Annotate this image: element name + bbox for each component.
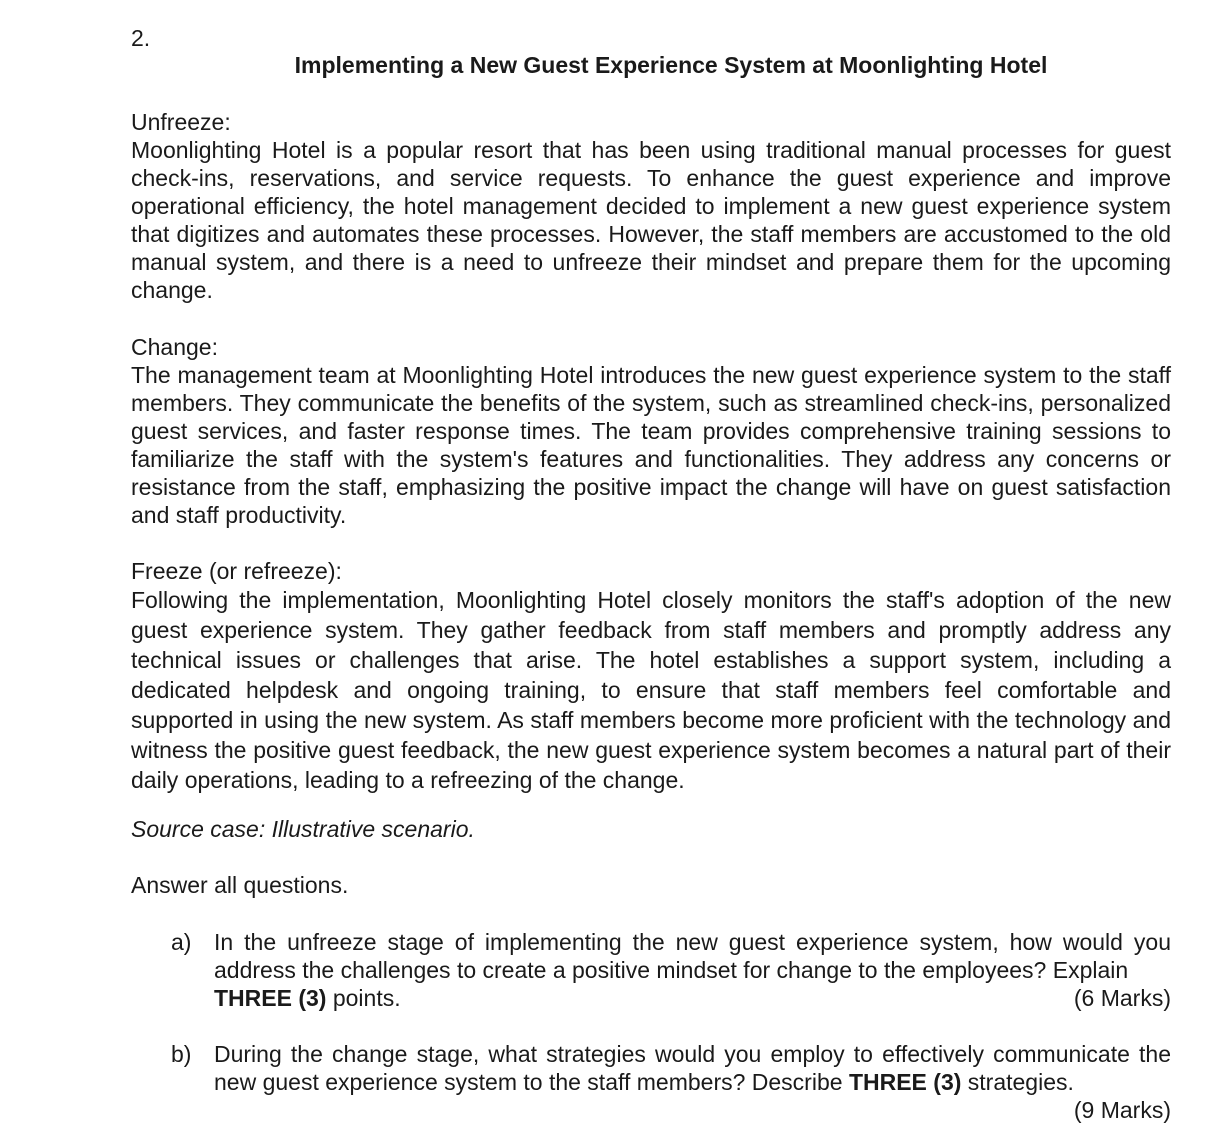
question-body: In the unfreeze stage of implementing the new guest experience system, how would you address the challenges to create a positive mindset for change to the employees? Explain <box>214 929 1171 983</box>
question-text <box>214 1040 1171 1124</box>
change-section <box>131 333 1171 529</box>
marks-label: (6 Marks) <box>1073 985 1171 1011</box>
question-tail: strategies. <box>961 1069 1074 1095</box>
question-body: During the change stage, what strategies would you employ to effectively communicate the new guest experience system to the staff members? Describe <box>214 1041 1171 1095</box>
source-note: Source case: Illustrative scenario. <box>131 816 475 842</box>
question-emphasis: THREE (3) <box>848 1069 962 1095</box>
question-a <box>171 928 1171 1012</box>
instruction: Answer all questions. <box>131 872 349 898</box>
question-text <box>214 928 1171 1012</box>
question-emphasis: THREE (3) <box>214 985 327 1011</box>
question-label: b) <box>171 1041 192 1067</box>
question-b <box>171 1040 1171 1124</box>
question-tail: points. <box>326 985 401 1011</box>
question-label: a) <box>171 929 192 955</box>
case-title: Implementing a New Guest Experience System at Moonlighting Hotel <box>294 52 1048 78</box>
change-heading: Change: <box>131 334 218 360</box>
unfreeze-section <box>131 108 1171 304</box>
unfreeze-paragraph: Moonlighting Hotel is a popular resort that has been using traditional manual processes for guest check-ins, reservations, and service requests. To enhance the guest experience and improve operational efficiency, the hotel management decided to implement a new guest experience system that digitizes and automates these processes. However, the staff members are accustomed to the old manual system, and there is a need to unfreeze their mindset and prepare them for the upcoming change. <box>131 137 1171 303</box>
freeze-heading: Freeze (or refreeze): <box>131 558 342 584</box>
freeze-paragraph: Following the implementation, Moonlighting Hotel closely monitors the staff's adoption of the new guest experience system. They gather feedback from staff members and promptly address any technical issues or challenges that arise. The hotel establishes a support system, including a dedicated helpdesk and ongoing training, to ensure that staff members feel comfortable and supported in using the new system. As staff members become more proficient with the technology and witness the positive guest feedback, the new guest experience system becomes a natural part of their daily operations, leading to a refreezing of the change. <box>131 587 1171 793</box>
marks-label: (9 Marks) <box>1073 1097 1171 1123</box>
unfreeze-heading: Unfreeze: <box>131 109 231 135</box>
question-number: 2. <box>131 25 151 51</box>
freeze-section <box>131 557 1171 795</box>
change-paragraph: The management team at Moonlighting Hotel introduces the new guest experience system to the staff members. They communicate the benefits of the system, such as streamlined check-ins, personalized guest services, and faster response times. The team provides comprehensive training sessions to familiarize the staff with the system's features and functionalities. They address any concerns or resistance from the staff, emphasizing the positive impact the change will have on guest satisfaction and staff productivity. <box>131 362 1171 528</box>
